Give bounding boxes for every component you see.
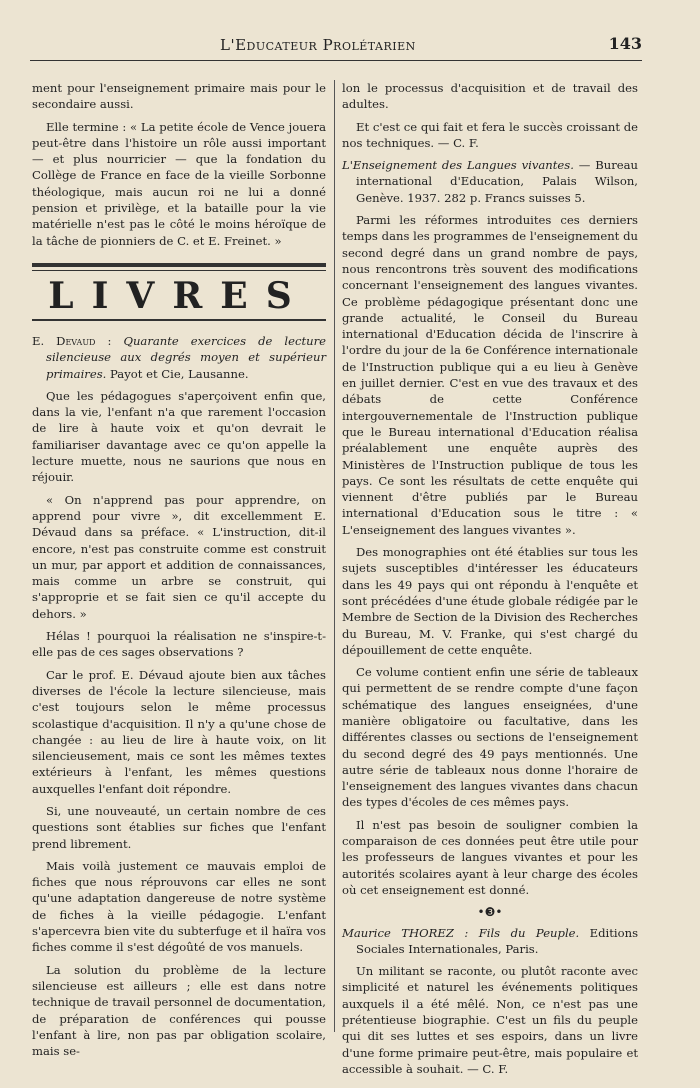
paragraph: Mais voilà justement ce mauvais emploi de fiches que nous réprouvons car elles ne sont qu'une adaptation dangereuse de notre système de fiches à la vieille pédagogie. L'enfant s'apercevra bien vite du subterfuge et il haïra vos fiches comme il s'est dégoûté de vos manuels. xyxy=(32,858,326,955)
book-review-header xyxy=(342,157,638,206)
paragraph: La solution du problème de la lecture silencieuse est ailleurs ; elle est dans notre technique de travail personnel de documentation, de préparation de conférences qui pousse l'enfant à lire, non pas par obligation scolaire, mais se- xyxy=(32,962,326,1059)
heading-rule xyxy=(32,319,326,321)
paragraph: Si, une nouveauté, un certain nombre de ces questions sont établies sur fiches que l'enfant prend librement. xyxy=(32,803,326,851)
paragraph: Un militant se raconte, ou plutôt raconte avec simplicité et naturel les événements politiques auxquels il a été mêlé. Non, ce n'est pas une prétentieuse biographie. C'est un fils du peuple qui dit ses luttes et ses espoirs, dans un livre d'une forme primaire peut-être, mais populaire et accessible à souhait. — C. F. xyxy=(342,964,638,1076)
running-header xyxy=(30,32,642,61)
paragraph: Ce volume contient enfin une série de tableaux qui permettent de se rendre compte d'une façon schématique des langues enseignées, d'une manière obligatoire ou facultative, dans les différentes classes ou sections de l'enseignement du second degré des 49 pays mentionnés. Une autre série de tableaux nous donne l'horaire de l'enseignement des langues vivantes dans chacun des types d'écoles de ces mêmes pays. xyxy=(342,665,638,810)
paragraph: lon le processus d'acquisition et de travail des adultes. xyxy=(342,81,638,112)
book-title: Quarante exercices de lecture silencieuse aux degrés moyen et supérieur primaires. xyxy=(46,333,327,381)
book-title: Fils du Peuple. xyxy=(478,925,580,940)
journal-title: L'Educateur Prolétarien xyxy=(220,36,416,54)
right-column xyxy=(342,80,638,1083)
paragraph: Car le prof. E. Dévaud ajoute bien aux tâches diverses de l'école la lecture silencieuse, mais c'est toujours selon le même processus scolastique d'acquisition. Il n'y a qu'une chose de changée : au lieu de lire à haute voix, on lit silencieusement, mais ce sont les mêmes textes extérieurs à l'enfant, les mêmes questions auxquelles l'enfant doit répondre. xyxy=(32,667,326,796)
paragraph: Que les pédagogues s'aperçoivent enfin que, dans la vie, l'enfant n'a que rarement l'occasion de lire à haute voix et qu'on devrait le familiariser davantage avec ce qu'on appelle la lecture muette, nous ne saurions que nous en réjouir. xyxy=(32,388,326,485)
paragraph: Il n'est pas besoin de souligner combien la comparaison de ces données peut être utile pour les professeurs de langues vivantes et pour les autorités scolaires ayant à leur charge des écoles où cet enseignement est donné. xyxy=(342,817,638,897)
paragraph: Hélas ! pourquoi la réalisation ne s'inspire-t-elle pas de ces sages observations ? xyxy=(32,629,326,660)
paragraph: ment pour l'enseignement primaire mais pour le secondaire aussi. xyxy=(32,81,326,112)
section-heading: LIVRES xyxy=(48,275,310,318)
paragraph: « On n'apprend pas pour apprendre, on apprend pour vivre », dit excellemment E. Dévaud dans sa préface. « L'instruction, dit-il encore, n'est pas construite comme est construit un mur, par apport et addition de connaissances, mais comme un arbre se construit, qui s'approprie et se fait sien ce qu'il accepte du dehors. » xyxy=(32,492,326,621)
paragraph: Des monographies ont été établies sur tous les sujets susceptibles d'intéresser les éducateurs dans les 49 pays qui ont répondu à l'enquête et sont précédées d'une étude globale rédigée par le Membre de Section de la Division des Recherches du Bureau, M. V. Franke, qui s'est chargé du dépouillement de cette enquête. xyxy=(342,545,638,657)
column-divider xyxy=(334,80,335,1032)
book-publisher: Editions Sociales Internationales, Paris. xyxy=(356,925,639,956)
paragraph: Parmi les réformes introduites ces derniers temps dans les programmes de l'enseignement du second degré dans un grand nombre de pays, nous rencontrons très souvent des modifications concernant l'enseignement des langues vivantes. Ce problème pédagogique présentant donc une grande actualité, le Conseil du Bureau international d'Education décida de l'inscrire à l'ordre du jour de la 6e Conférence internationale de l'Instruction publique qui a eu lieu à Genève en juillet dernier. C'est en vue des travaux et des débats de cette Conférence intergouvernementale de l'Instruction publique que le Bureau international d'Education réalisa préalablement une enquête auprès des Ministères de l'Instruction publique de tous les pays. Ce sont les résultats de cette enquête qui viennent d'être publiés par le Bureau international d'Education sous le titre : « L'enseignement des langues vivantes ». xyxy=(342,213,638,537)
heading-rule xyxy=(32,263,326,267)
book-title: L'Enseignement des Langues vivantes. xyxy=(342,158,574,173)
left-column xyxy=(32,80,326,1065)
paragraph: Elle termine : « La petite école de Vence jouera peut-être dans l'histoire un rôle aussi important — et plus nourricier — que la fondation du Collège de France en face de la vieille Sorbonne théologique, mais aucun roi ne lui a donné pension et privilège, et la bataille pour la vie matérielle n'est pas le côté le moins héroïque de la tâche de pionniers de C. et E. Freinet. » xyxy=(32,119,326,248)
section-heading-block xyxy=(32,263,326,321)
book-review-header xyxy=(32,333,326,382)
book-publisher: Payot et Cie, Lausanne. xyxy=(110,366,249,381)
book-author: Maurice THOREZ : xyxy=(342,925,469,940)
book-review-header xyxy=(342,925,638,958)
book-author: E. Devaud : xyxy=(32,333,112,348)
paragraph: Et c'est ce qui fait et fera le succès croissant de nos techniques. — C. F. xyxy=(342,119,638,150)
book-publisher: — Bureau international d'Education, Palais Wilson, Genève. 1937. 282 p. Francs suisses 5. xyxy=(356,158,638,205)
section-separator: •❸• xyxy=(477,905,503,920)
page-number: 143 xyxy=(608,34,642,53)
